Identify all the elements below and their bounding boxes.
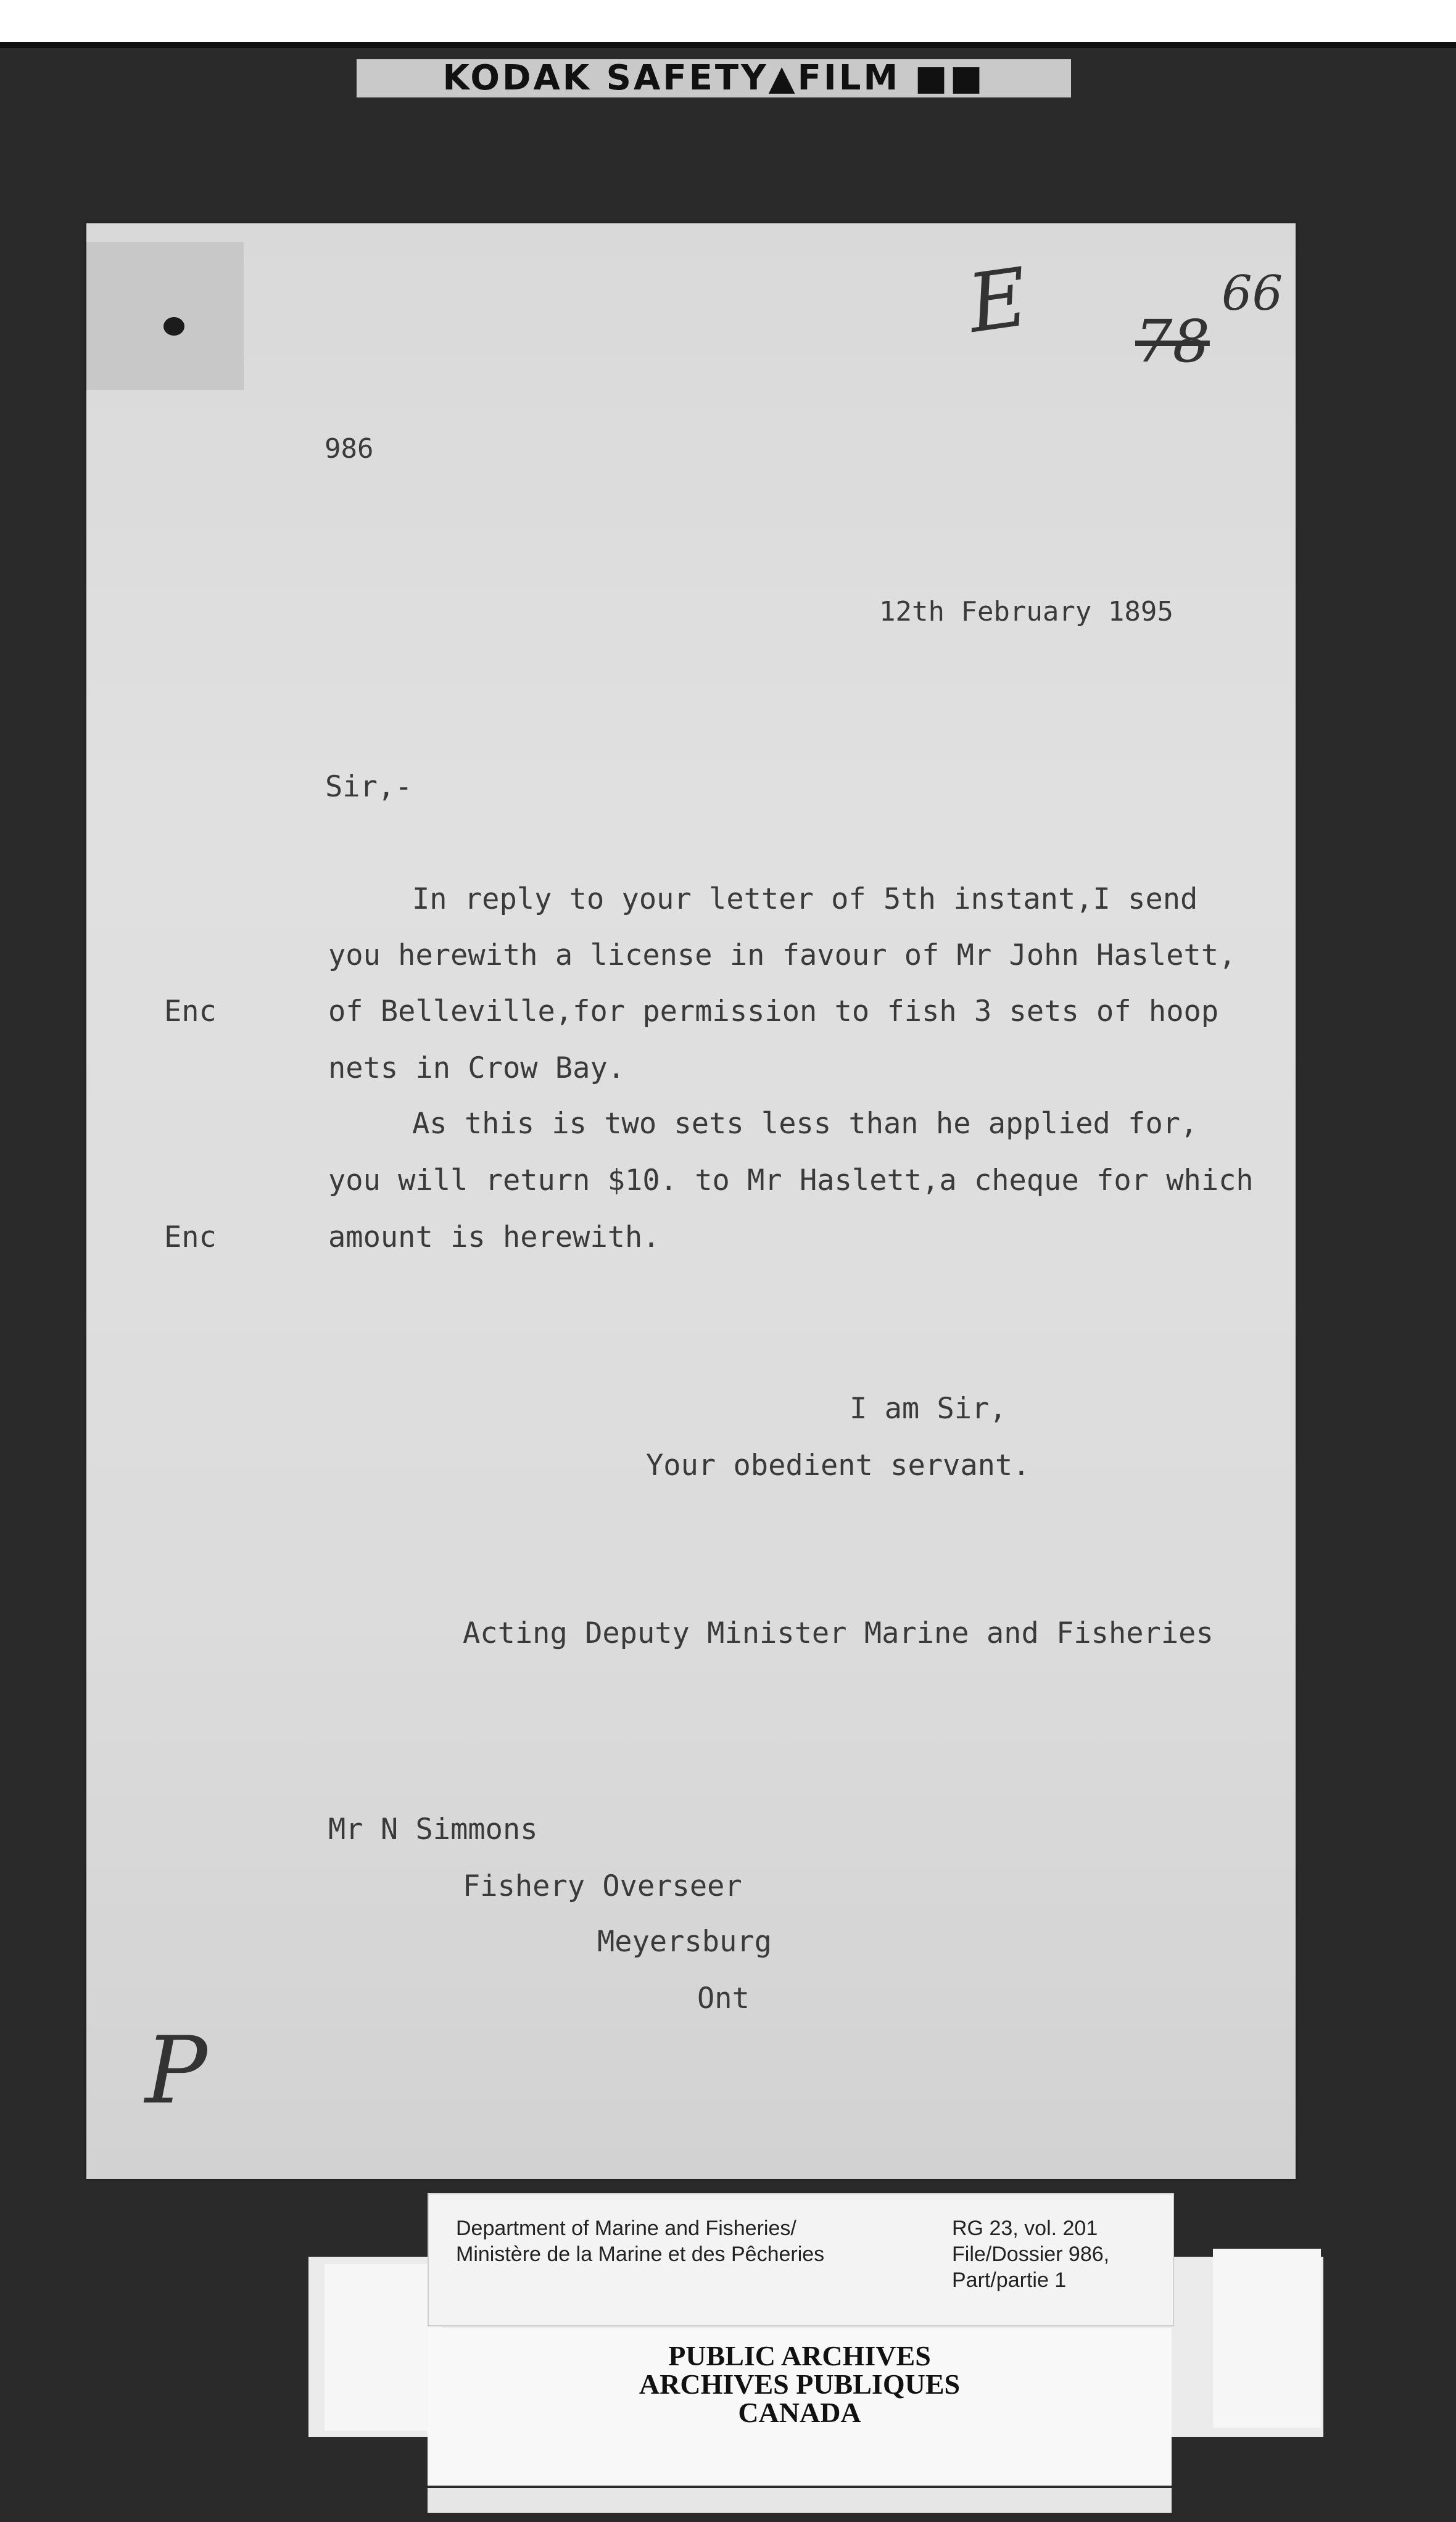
handwritten-initial-p: P <box>145 2017 207 2125</box>
closing-line-1: I am Sir, <box>850 1392 1007 1426</box>
salutation: Sir,- <box>325 770 413 804</box>
corner-patch <box>86 242 244 390</box>
film-edge-strip <box>0 42 1456 48</box>
address-line-1: Mr N Simmons <box>328 1813 538 1846</box>
address-line-2: Fishery Overseer <box>463 1869 742 1903</box>
body-line-7: amount is herewith. <box>328 1220 660 1254</box>
archive-reference-label <box>428 2193 1174 2326</box>
reference-line-2: File/Dossier 986, <box>952 2243 1110 2266</box>
reference-line-3: Part/partie 1 <box>952 2268 1067 2292</box>
kodak-film-label: KODAK SAFETY▲FILM ■■ <box>357 59 1071 97</box>
archives-line-2: ARCHIVES PUBLIQUES <box>639 2368 961 2400</box>
address-line-3: Meyersburg <box>597 1925 772 1959</box>
handwritten-mark-e: E <box>962 250 1034 351</box>
public-archives-stamp <box>428 2328 1172 2486</box>
archive-tab-left <box>325 2264 442 2431</box>
margin-note-enc-2: Enc <box>164 1220 217 1254</box>
archives-line-1: PUBLIC ARCHIVES <box>668 2340 931 2371</box>
archive-stamp-footer <box>428 2488 1172 2513</box>
handwritten-page-number: 66 <box>1222 266 1283 321</box>
letter-page <box>86 223 1296 2179</box>
body-line-5: As this is two sets less than he applied for, <box>412 1107 1198 1141</box>
department-line-1: Department of Marine and Fisheries/ <box>456 2217 796 2240</box>
top-margin <box>0 0 1456 42</box>
archive-tab-right <box>1213 2249 1321 2428</box>
archives-line-3: CANADA <box>738 2397 861 2428</box>
signature-title: Acting Deputy Minister Marine and Fisheries <box>463 1616 1214 1650</box>
file-number: 986 <box>325 433 374 465</box>
punch-hole <box>163 317 184 336</box>
body-line-1: In reply to your letter of 5th instant,I send <box>412 882 1198 916</box>
closing-line-2: Your obedient servant. <box>646 1449 1030 1482</box>
reference-line-1: RG 23, vol. 201 <box>952 2217 1098 2240</box>
margin-note-enc-1: Enc <box>164 994 217 1028</box>
body-line-6: you will return $10. to Mr Haslett,a cheque for which <box>328 1164 1254 1197</box>
handwritten-page-number-crossed: 78 <box>1135 308 1210 376</box>
body-line-2: you herewith a license in favour of Mr John Haslett, <box>328 938 1236 972</box>
letter-date: 12th February 1895 <box>879 596 1173 627</box>
department-line-2: Ministère de la Marine et des Pêcheries <box>456 2243 825 2266</box>
body-line-4: nets in Crow Bay. <box>328 1051 626 1085</box>
body-line-3: of Belleville,for permission to fish 3 sets of hoop <box>328 994 1219 1028</box>
address-line-4: Ont <box>697 1982 750 2016</box>
